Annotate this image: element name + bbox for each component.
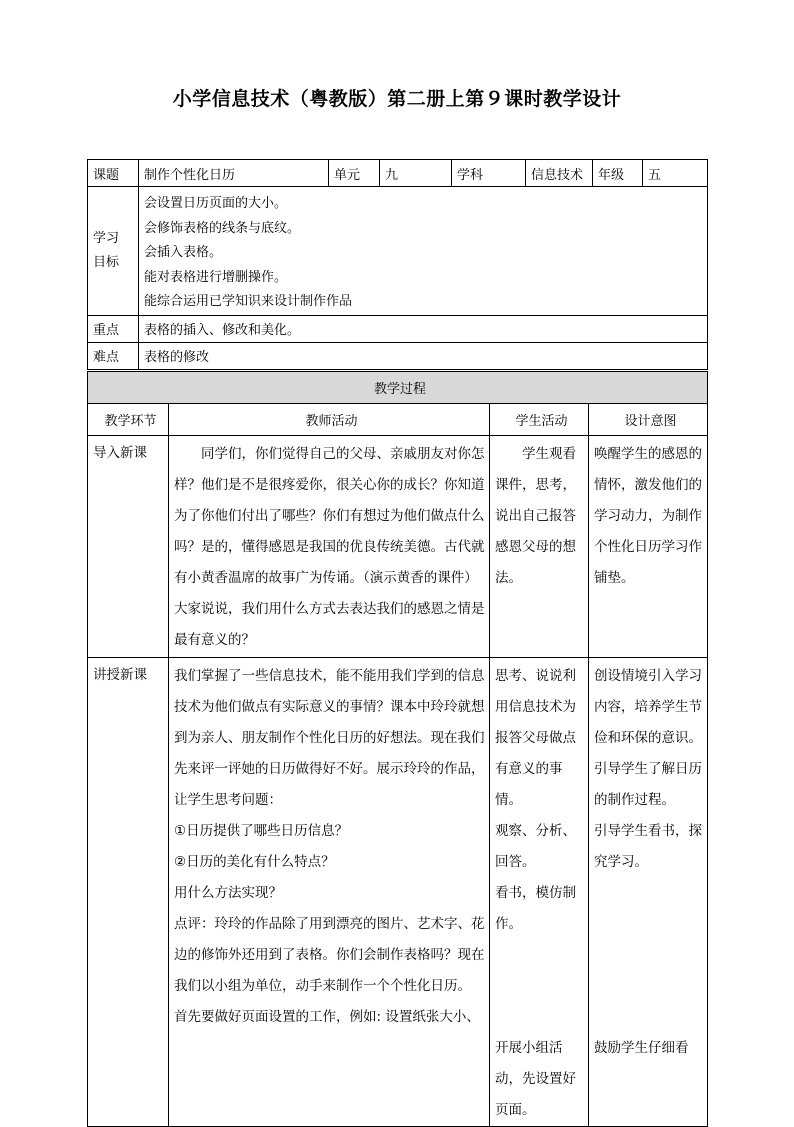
new-lesson-row — [88, 658, 708, 1127]
grade-value: 五 — [643, 160, 708, 187]
teacher-intro: 同学们，你们觉得自己的父母、亲戚朋友对你怎样？他们是不是很疼爱你，很关心你的成长？你知道为了你他们付出了哪些？你们有想过为他们做点什么吗？是的，懂得感恩是我国的优良传统美德。古代就有小黄香温席的故事广为传诵。（演示黄香的课件）大家说说，我们用什么方式去表达我们的感恩之情是最有意义的？ — [169, 436, 490, 658]
stage-intro: 导入新课 — [88, 436, 169, 658]
intro-row — [88, 436, 708, 658]
objectives-row — [88, 187, 708, 316]
col-teacher-header: 教师活动 — [169, 404, 490, 436]
topic-label: 课题 — [88, 160, 139, 187]
objective-item: 能综合运用已学知识来设计制作作品 — [144, 294, 353, 309]
page-title: 小学信息技术（粤教版）第二册上第９课时教学设计 — [172, 88, 622, 110]
key-value: 表格的插入、修改和美化。 — [139, 315, 708, 342]
objectives-list — [139, 187, 708, 316]
process-header: 教学过程 — [88, 372, 708, 404]
topic-value: 制作个性化日历 — [139, 160, 329, 187]
column-header-row — [88, 404, 708, 436]
teaching-process-table — [87, 371, 708, 1127]
subject-label: 学科 — [452, 160, 526, 187]
col-stage-header: 教学环节 — [88, 404, 169, 436]
grade-label: 年级 — [593, 160, 643, 187]
key-label: 重点 — [88, 315, 139, 342]
unit-value: 九 — [380, 160, 452, 187]
objective-item: 能对表格进行增删操作。 — [144, 269, 288, 285]
subject-value: 信息技术 — [526, 160, 593, 187]
lesson-info-table — [87, 159, 708, 370]
student-intro: 学生观看课件，思考，说出自己报答感恩父母的想法。 — [490, 436, 589, 658]
intent-intro: 唤醒学生的感恩的情怀，激发他们的学习动力，为制作个性化日历学习作铺垫。 — [589, 436, 708, 658]
objectives-label: 学习 目标 — [88, 187, 139, 316]
objective-item: 会插入表格。 — [144, 245, 223, 260]
col-intent-header: 设计意图 — [589, 404, 708, 436]
key-row — [88, 315, 708, 342]
intent-new-lesson: 创设情境引入学习内容，培养学生节俭和环保的意识。 引导学生了解日历的制作过程。 引导学生看书，探究学习。 鼓励学生仔细看 — [589, 658, 708, 1127]
topic-row — [88, 160, 708, 187]
difficulty-row — [88, 342, 708, 369]
objective-item: 会设置日历页面的大小。 — [144, 196, 288, 211]
stage-new-lesson: 讲授新课 — [88, 658, 169, 1127]
student-new-lesson: 思考、说说利用信息技术为报答父母做点有意义的事情。 观察、分析、回答。 看书，模仿制作。 开展小组活动，先设置好页面。 — [490, 658, 589, 1127]
teacher-new-lesson: 我们掌握了一些信息技术，能不能用我们学到的信息技术为他们做点有实际意义的事情？课本中玲玲就想到为亲人、朋友制作个性化日历的好想法。现在我们先来评一评她的日历做得好不好。展示玲玲的作品，让学生思考问题： ①日历提供了哪些日历信息？ ②日历的美化有什么特点？ 用什么方法实现？ 点评：玲玲的作品除了用到漂亮的图片、艺术字、花边的修饰外还用到了表格。你们会制作表格吗？现在我们以小组为单位，动手来制作一个个性化日历。 首先要做好页面设置的工作，例如: 设置纸张大小、 — [169, 658, 490, 1127]
unit-label: 单元 — [329, 160, 380, 187]
col-student-header: 学生活动 — [490, 404, 589, 436]
process-header-row — [88, 372, 708, 404]
objective-item: 会修饰表格的线条与底纹。 — [144, 220, 301, 236]
difficulty-value: 表格的修改 — [139, 342, 708, 369]
difficulty-label: 难点 — [88, 342, 139, 369]
